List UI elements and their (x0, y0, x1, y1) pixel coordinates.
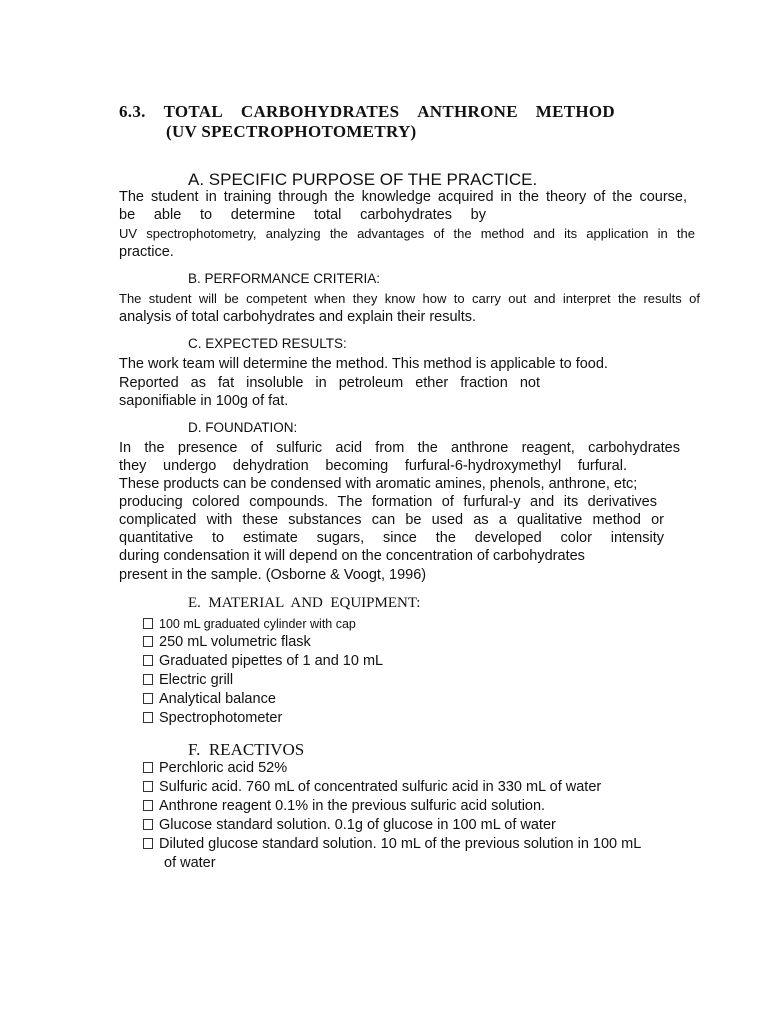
checkbox-icon (143, 655, 153, 666)
section-b-line: The student will be competent when they know how to carry out and interpret the results of (119, 291, 700, 306)
section-a-line: The student in training through the knowledge acquired in the theory of the course, (119, 189, 687, 205)
section-c-line: saponifiable in 100g of fat. (119, 393, 289, 409)
reagent-list-item: Sulfuric acid. 760 mL of concentrated sulfuric acid in 330 mL of water (143, 779, 601, 795)
section-f-heading: F. REACTIVOS (188, 740, 305, 759)
reagent-list-item: Anthrone reagent 0.1% in the previous sulfuric acid solution. (143, 798, 545, 814)
section-number: 6.3. (119, 102, 146, 121)
checkbox-icon (143, 674, 153, 685)
checkbox-icon (143, 636, 153, 647)
section-d-line: during condensation it will depend on the concentration of carbohydrates (119, 548, 585, 564)
section-b-heading: B. PERFORMANCE CRITERIA: (188, 271, 381, 286)
section-c-line: Reported as fat insoluble in petroleum ether fraction not (119, 375, 540, 391)
section-d-line: quantitative to estimate sugars, since the developed color intensity (119, 530, 664, 546)
section-b-line: analysis of total carbohydrates and explain their results. (119, 309, 477, 325)
section-a-line: UV spectrophotometry, analyzing the advantages of the method and its application in the (119, 226, 695, 241)
reagent-list-item: Diluted glucose standard solution. 10 mL of the previous solution in 100 mL (143, 836, 641, 852)
section-d-heading: D. FOUNDATION: (188, 420, 298, 435)
material-list-item: Graduated pipettes of 1 and 10 mL (143, 653, 383, 669)
reagent-list-item: Glucose standard solution. 0.1g of glucose in 100 mL of water (143, 817, 556, 833)
section-d-line: These products can be condensed with aromatic amines, phenols, anthrone, etc; (119, 476, 638, 492)
material-list-item: 100 mL graduated cylinder with cap (143, 617, 356, 631)
checkbox-icon (143, 838, 153, 849)
section-a-line: practice. (119, 244, 174, 260)
title-word: ANTHRONE (417, 102, 518, 121)
material-list-item: Electric grill (143, 672, 233, 688)
section-d-line: In the presence of sulfuric acid from the anthrone reagent, carbohydrates (119, 440, 680, 456)
section-d-line: they undergo dehydration becoming furfural-6-hydroxymethyl furfural. (119, 458, 627, 474)
section-c-line: The work team will determine the method. This method is applicable to food. (119, 356, 608, 372)
checkbox-icon (143, 819, 153, 830)
section-e-heading: E. MATERIAL AND EQUIPMENT: (188, 595, 421, 611)
material-list-item: Analytical balance (143, 691, 276, 707)
title-word: TOTAL (163, 102, 224, 121)
checkbox-icon (143, 762, 153, 773)
title-word: METHOD (535, 102, 615, 121)
reagent-list-item: Perchloric acid 52% (143, 760, 287, 776)
title-word: CARBOHYDRATES (240, 102, 400, 121)
checkbox-icon (143, 712, 153, 723)
material-list-item: Spectrophotometer (143, 710, 282, 726)
document-title-line-1 (119, 102, 615, 122)
checkbox-icon (143, 800, 153, 811)
section-c-heading: C. EXPECTED RESULTS: (188, 336, 347, 351)
material-list-item: 250 mL volumetric flask (143, 634, 311, 650)
section-d-line: present in the sample. (Osborne & Voogt, 1996) (119, 567, 427, 583)
checkbox-icon (143, 693, 153, 704)
checkbox-icon (143, 618, 153, 629)
section-a-heading: A. SPECIFIC PURPOSE OF THE PRACTICE. (188, 170, 538, 189)
reagent-list-item-continuation: of water (164, 855, 216, 871)
section-d-line: producing colored compounds. The formation of furfural-y and its derivatives (119, 494, 657, 510)
document-title-line-2: (UV SPECTROPHOTOMETRY) (166, 122, 417, 141)
checkbox-icon (143, 781, 153, 792)
section-a-line: be able to determine total carbohydrates by (119, 207, 486, 223)
section-d-line: complicated with these substances can be used as a qualitative method or (119, 512, 664, 528)
